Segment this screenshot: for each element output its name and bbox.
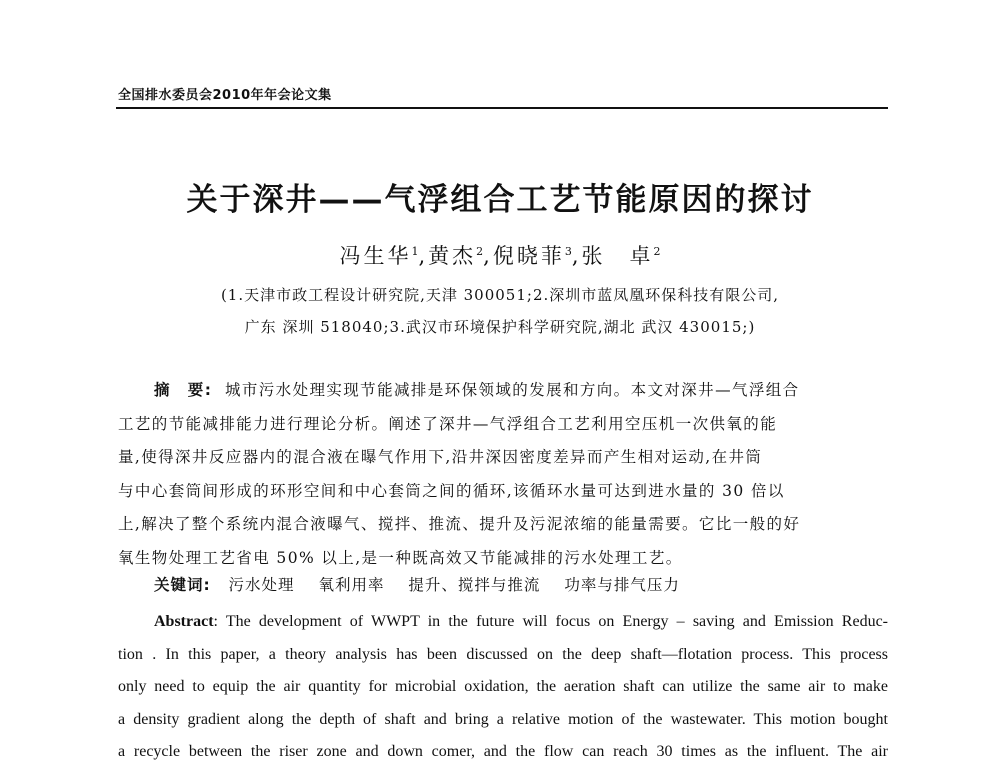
abstract-label: 摘 要:	[154, 381, 213, 399]
header-rule	[116, 107, 888, 109]
abstract-line: 量,使得深井反应器内的混合液在曝气作用下,沿井深因密度差异而产生相对运动,在井筒	[118, 448, 763, 466]
abstract-en-line: a recycle between the riser zone and down comer, and the flow can reach 30 times as the influent. The air	[118, 743, 888, 760]
abstract-en-line: Abstract: The development of WWPT in the future will focus on Energy – saving and Emission Reduc-	[154, 613, 888, 630]
author-name: 张 卓	[581, 244, 654, 268]
abstract-line: 氧生物处理工艺省电 50% 以上,是一种既高效又节能减排的污水处理工艺。	[118, 548, 683, 567]
affiliation-line-2: 广东 深圳 518040;3.武汉市环境保护科学研究院,湖北 武汉 430015;)	[244, 318, 756, 336]
author-list: 冯生华$^1$,黄杰$^2$,倪晓菲$^3$,张 卓$^2$	[339, 244, 661, 268]
keywords-label: 关键词:	[154, 576, 211, 594]
abstract-line: 工艺的节能减排能力进行理论分析。阐述了深井—气浮组合工艺利用空压机一次供氧的能	[118, 414, 778, 433]
paper-title: 关于深井——气浮组合工艺节能原因的探讨	[186, 182, 814, 218]
abstract-line: 与中心套筒间形成的环形空间和中心套筒之间的循环,该循环水量可达到进水量的 30 倍以	[118, 481, 785, 500]
author-affiliation-mark: 3	[564, 245, 572, 258]
keyword: 提升、搅拌与推流	[408, 576, 541, 594]
abstract-en-line: a density gradient along the depth of shaft and bring a relative motion of the wastewater. This motion bought	[118, 710, 888, 728]
abstract-line: 上,解决了整个系统内混合液曝气、搅拌、推流、提升及污泥浓缩的能量需要。它比一般的好	[118, 515, 801, 533]
keyword: 氧利用率	[318, 576, 385, 594]
author-affiliation-mark: 2	[653, 245, 661, 258]
abstract-en-line: only need to equip the air quantity for microbial oxidation, the aeration shaft can utilize the same air to make	[118, 678, 888, 695]
keywords	[154, 573, 680, 595]
keyword: 污水处理	[228, 576, 295, 594]
chinese-abstract	[118, 374, 888, 575]
keyword: 功率与排气压力	[564, 576, 680, 594]
affiliation-line-1: (1.天津市政工程设计研究院,天津 300051;2.深圳市蓝凤凰环保科技有限公司,	[220, 286, 780, 304]
abstract-en-label: Abstract	[154, 613, 214, 630]
author-name: 冯生华	[339, 244, 412, 268]
english-abstract	[118, 606, 888, 769]
abstract-line: 摘 要: 城市污水处理实现节能减排是环保领域的发展和方向。本文对深井—气浮组合	[154, 381, 800, 399]
author-name: 倪晓菲	[492, 244, 565, 268]
author-name: 黄杰	[428, 244, 477, 268]
author-affiliation-mark: 1	[411, 245, 419, 258]
author-affiliation-mark: 2	[476, 245, 484, 258]
running-header: 全国排水委员会2010年年会论文集	[118, 88, 332, 103]
abstract-en-line: tion . In this paper, a theory analysis has been discussed on the deep shaft—flotation process. This process	[118, 645, 888, 663]
